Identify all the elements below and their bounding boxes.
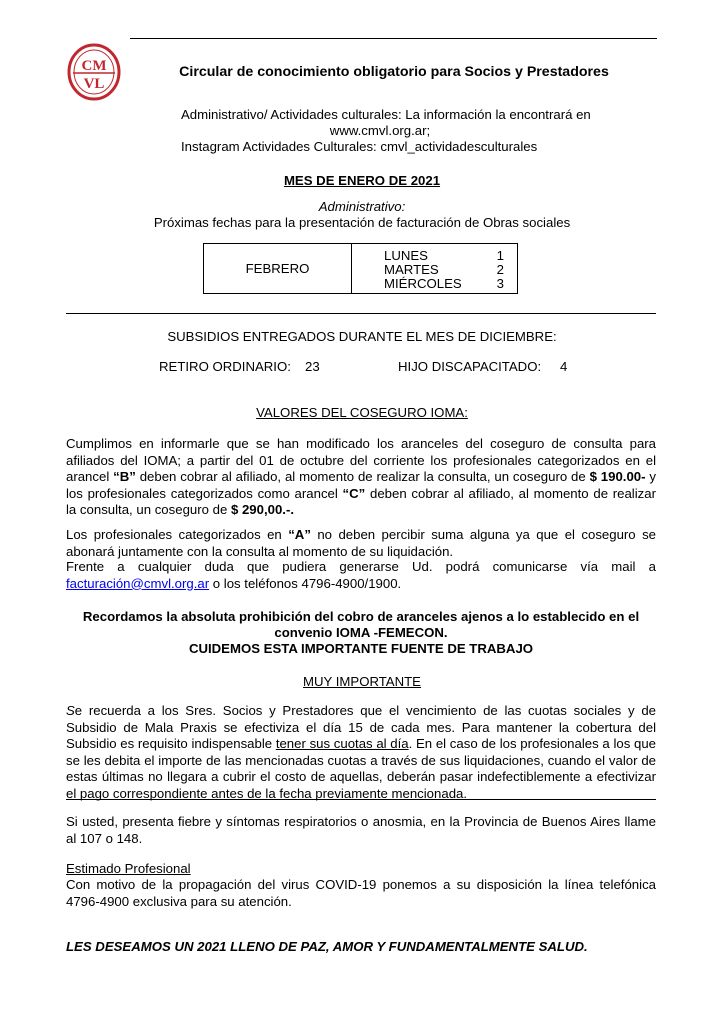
- subsidies-heading: SUBSIDIOS ENTREGADOS DURANTE EL MES DE DICIEMBRE:: [167, 329, 557, 344]
- admin-label: Administrativo:: [318, 199, 406, 214]
- day-number: 3: [496, 276, 504, 291]
- svg-text:VL: VL: [83, 76, 105, 92]
- info-line-2: www.cmvl.org.ar;: [329, 123, 431, 138]
- billing-day-row: [384, 263, 504, 277]
- covid-paragraph: Con motivo de la propagación del virus COVID-19 ponemos a su disposición la línea telefónica 4796-4900 exclusiva para su atención.: [66, 877, 656, 909]
- importante-paragraph: Se recuerda a los Sres. Socios y Prestadores que el vencimiento de las cuotas sociales y de Subsidio de Mala Praxis se efectiviza el día 15 de cada mes. Para mantener la cobertura del Subsidio es requisito indispensable tener sus cuotas al día. En el caso de los profesionales a los que se les debita el importe de las mencionadas cuotas a través de sus liquidaciones, cuando el valor de estas últimas no llegara a cubrir el costo de aquellas, deberán pasar indefectiblemente a efectivizar el pago correspondiente antes de la fecha previamente mencionada.: [66, 703, 656, 801]
- day-number: 1: [496, 248, 504, 263]
- retiro-label: RETIRO ORDINARIO:: [159, 359, 291, 374]
- coseguro-paragraph-2: Los profesionales categorizados en “A” no deben percibir suma alguna ya que el coseguro se abonará juntamente con la consulta al momento de su liquidación.: [66, 527, 656, 559]
- day-name: LUNES: [384, 248, 428, 263]
- coseguro-heading: VALORES DEL COSEGURO IOMA:: [256, 405, 468, 420]
- importante-heading: MUY IMPORTANTE: [303, 674, 421, 689]
- hijo-value: 4: [560, 359, 568, 374]
- info-line-1: Administrativo/ Actividades culturales: La información la encontrará en: [181, 107, 591, 122]
- cmvl-logo: [66, 42, 122, 102]
- info-line-3: Instagram Actividades Culturales: cmvl_actividadesculturales: [181, 139, 538, 154]
- covid-label: Estimado Profesional: [66, 861, 191, 876]
- fever-notice: Si usted, presenta fiebre y síntomas respiratorios o anosmia, en la Provincia de Buenos Aires llame al 107 o 148.: [66, 814, 656, 846]
- billing-days: [384, 249, 504, 291]
- billing-month: FEBRERO: [204, 244, 352, 293]
- billing-email-link[interactable]: facturación@cmvl.org.ar: [66, 575, 210, 591]
- document-title: Circular de conocimiento obligatorio para Socios y Prestadores: [179, 64, 609, 80]
- section-rule: [66, 313, 656, 314]
- billing-day-row: [384, 277, 504, 291]
- prohibition-notice: Recordamos la absoluta prohibición del cobro de aranceles ajenos a lo establecido en el convenio IOMA -FEMECON. CUIDEMOS ESTA IMPORTANTE FUENTE DE TRABAJO: [82, 609, 640, 656]
- coseguro-paragraph-3: Frente a cualquier duda que pudiera generarse Ud. podrá comunicarse vía mail a facturación@cmvl.org.ar o los teléfonos 4796-4900/1900.: [66, 559, 656, 591]
- day-number: 2: [496, 262, 504, 277]
- retiro-value: 23: [305, 359, 320, 374]
- month-heading: MES DE ENERO DE 2021: [283, 173, 441, 188]
- admin-subtitle: Próximas fechas para la presentación de facturación de Obras sociales: [153, 215, 571, 230]
- hijo-label: HIJO DISCAPACITADO:: [398, 359, 542, 374]
- svg-text:CM: CM: [81, 58, 107, 74]
- closing-message: LES DESEAMOS UN 2021 LLENO DE PAZ, AMOR Y FUNDAMENTALMENTE SALUD.: [66, 939, 588, 954]
- billing-dates-table: [203, 243, 518, 294]
- billing-day-row: [384, 249, 504, 263]
- section-rule: [66, 799, 656, 800]
- coseguro-paragraph-1: Cumplimos en informarle que se han modificado los aranceles del coseguro de consulta para afiliados del IOMA; a partir del 01 de octubre del corriente los profesionales categorizados en el arancel “B” deben cobrar al afiliado, al momento de realizar la consulta, un coseguro de $ 190.00- y los profesionales categorizados como arancel “C” deben cobrar al afiliado, al momento de realizar la consulta, un coseguro de $ 290,00.-.: [66, 436, 656, 517]
- top-rule: [130, 38, 657, 39]
- day-name: MARTES: [384, 262, 439, 277]
- day-name: MIÉRCOLES: [384, 276, 462, 291]
